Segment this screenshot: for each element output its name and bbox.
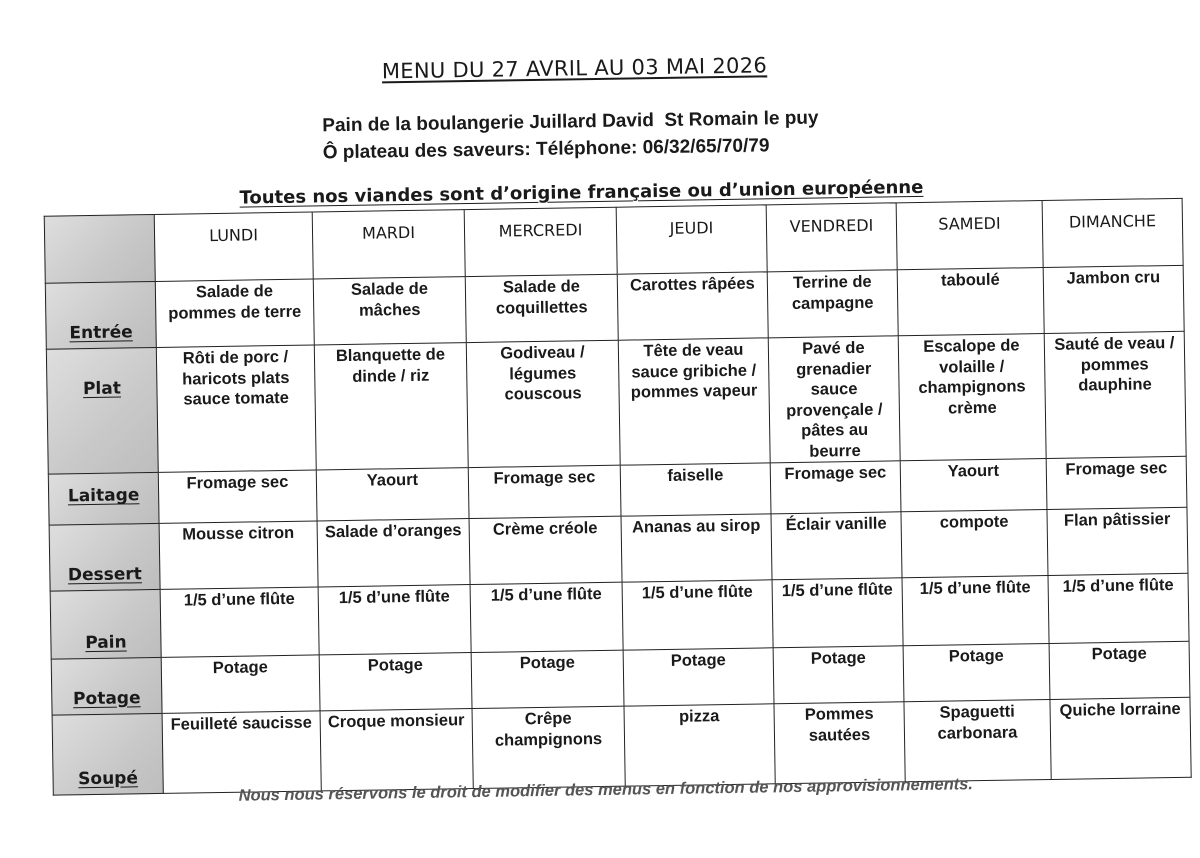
menu-cell: Salade d’oranges — [317, 519, 470, 587]
menu-cell: compote — [901, 509, 1048, 577]
menu-cell: Godiveau / légumes couscous — [466, 340, 620, 467]
menu-cell: Salade de coquillettes — [465, 274, 618, 342]
menu-cell: Sauté de veau / pommes dauphine — [1044, 331, 1186, 458]
menu-cell: Terrine de campagne — [767, 270, 898, 338]
menu-cell: Fromage sec — [1046, 456, 1187, 509]
meat-origin-text: Toutes nos viandes sont d’origine française ou d’union européenne — [239, 176, 924, 209]
caterer-line: Ô plateau des saveurs: Téléphone: 06/32/65/70/79 — [322, 135, 770, 164]
page-title — [0, 47, 1155, 89]
menu-cell: Yaourt — [900, 458, 1047, 511]
day-header: MERCREDI — [464, 207, 617, 276]
menu-cell: 1/5 d’une flûte — [318, 585, 471, 655]
menu-cell: 1/5 d’une flûte — [160, 587, 319, 657]
menu-cell: Mousse citron — [159, 521, 318, 589]
menu-cell: Potage — [623, 648, 774, 706]
menu-cell: Potage — [161, 655, 320, 713]
menu-cell: Blanquette de dinde / riz — [314, 343, 468, 470]
day-header: VENDREDI — [766, 203, 897, 272]
menu-cell: Crème créole — [469, 516, 622, 584]
day-header: JEUDI — [616, 205, 767, 274]
menu-cell: Potage — [471, 650, 624, 708]
page-title-text: MENU DU 27 AVRIL AU 03 MAI 2026 — [381, 53, 768, 84]
row-label-plat: Plat — [46, 347, 158, 474]
menu-cell: Salade de mâches — [313, 277, 466, 345]
bakery-line: Pain de la boulangerie Juillard David St Romain le puy — [322, 107, 819, 137]
menu-cell: 1/5 d’une flûte — [470, 582, 623, 652]
menu-cell: Croque monsieur — [320, 709, 473, 791]
menu-cell: Fromage sec — [468, 465, 621, 518]
menu-cell: Rôti de porc / haricots plats sauce tomate — [156, 345, 316, 472]
menu-cell: 1/5 d’une flûte — [772, 578, 903, 648]
row-label-soupe: Soupé — [52, 713, 163, 795]
menu-cell: pizza — [624, 704, 775, 786]
menu-cell: Jambon cru — [1043, 265, 1184, 333]
menu-cell: Feuilleté saucisse — [162, 711, 321, 793]
day-header: LUNDI — [154, 212, 313, 281]
menu-cell: Éclair vanille — [771, 512, 902, 580]
menu-cell: Potage — [319, 653, 472, 711]
menu-cell: Crêpe champignons — [472, 706, 625, 788]
table-corner — [44, 214, 155, 283]
day-header: SAMEDI — [896, 201, 1043, 270]
menu-cell: 1/5 d’une flûte — [902, 575, 1049, 645]
supplier-info — [322, 105, 819, 167]
day-header: DIMANCHE — [1042, 198, 1183, 267]
menu-cell: taboulé — [897, 268, 1044, 336]
menu-cell: Spaguetti carbonara — [904, 699, 1051, 781]
menu-cell: Flan pâtissier — [1047, 507, 1188, 575]
menu-cell: Potage — [903, 643, 1050, 701]
menu-cell: Pommes sautées — [774, 702, 905, 784]
menu-cell: Ananas au sirop — [621, 514, 772, 582]
menu-cell: 1/5 d’une flûte — [622, 580, 773, 650]
weekly-menu-table — [44, 198, 1192, 796]
menu-cell: Tête de veau sauce gribiche / pommes vapeur — [618, 338, 770, 465]
menu-cell: Quiche lorraine — [1050, 697, 1191, 779]
menu-cell: Pavé de grenadier sauce provençale / pâtes au beurre — [768, 336, 900, 463]
row-label-potage: Potage — [51, 657, 162, 715]
row-label-pain: Pain — [50, 589, 161, 659]
menu-cell: Carottes râpées — [617, 272, 768, 340]
menu-cell: Yaourt — [316, 468, 469, 521]
menu-row-plat — [46, 331, 1186, 474]
row-label-dessert: Dessert — [49, 523, 160, 591]
menu-cell: Fromage sec — [158, 470, 317, 523]
menu-cell: Potage — [1049, 641, 1190, 699]
menu-cell: Fromage sec — [770, 461, 901, 514]
row-label-laitage: Laitage — [48, 472, 159, 525]
menu-cell: 1/5 d’une flûte — [1048, 573, 1189, 643]
menu-cell: Escalope de volaille / champignons crème — [898, 334, 1046, 461]
menu-cell: faiselle — [620, 463, 771, 516]
menu-disclaimer: Nous nous réservons le droit de modifier des menus en fonction de nos approvisionnements. — [238, 775, 974, 805]
row-label-entree: Entrée — [45, 281, 156, 349]
menu-cell: Salade de pommes de terre — [155, 279, 314, 347]
day-header: MARDI — [312, 210, 465, 279]
menu-cell: Potage — [773, 646, 904, 704]
